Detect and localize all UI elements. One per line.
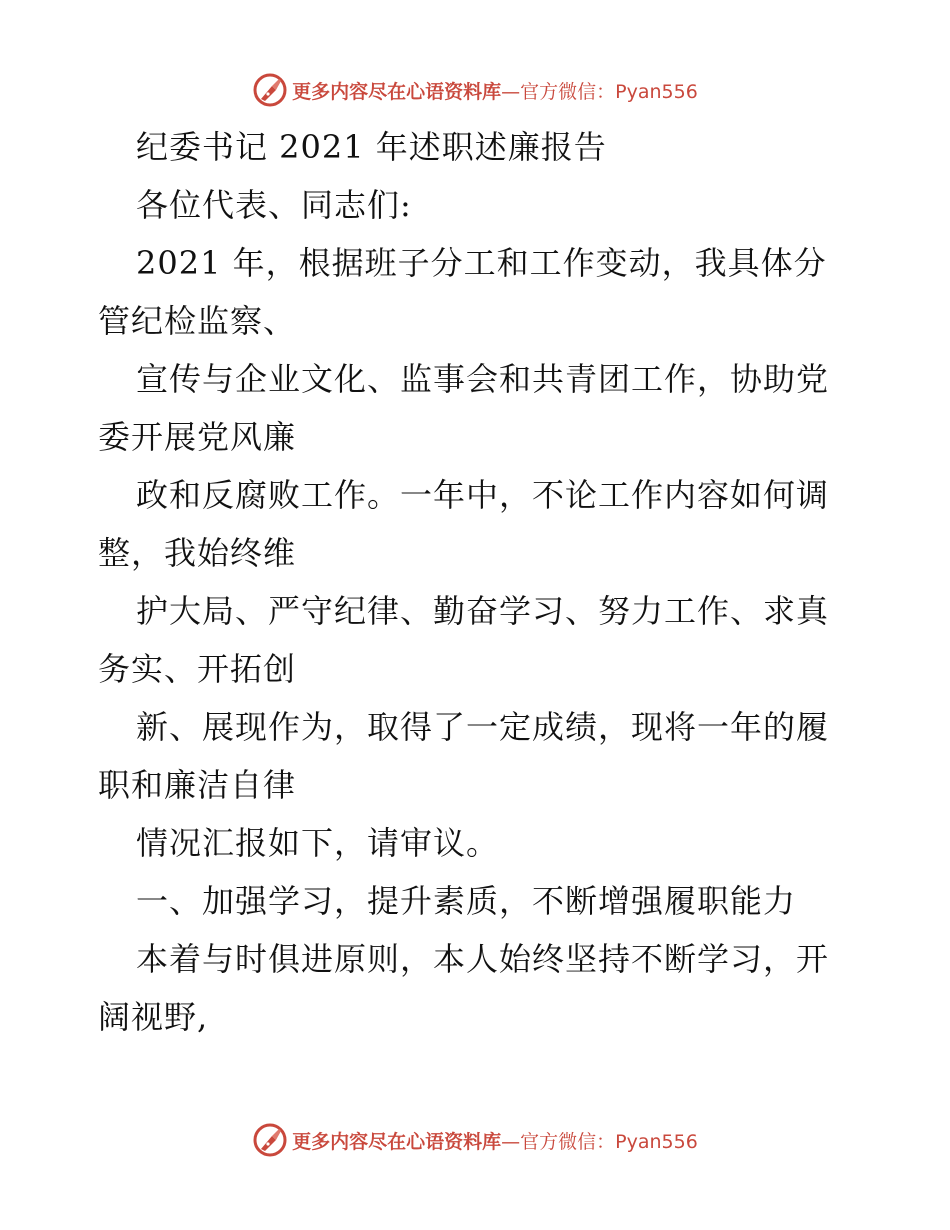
banner-site-text: 更多内容尽在心语资料库 <box>292 80 502 103</box>
doc-line: 政和反腐败工作。一年中，不论工作内容如何调 <box>136 476 830 514</box>
doc-line: 管纪检监察、 <box>98 302 297 340</box>
pen-nib-circle-icon <box>252 72 288 108</box>
doc-line: 本着与时俱进原则，本人始终坚持不断学习，开 <box>136 940 830 978</box>
banner-site-text: 更多内容尽在心语资料库 <box>292 1130 502 1153</box>
doc-line: 务实、开拓创 <box>98 650 297 688</box>
doc-line: 新、展现作为，取得了一定成绩，现将一年的履 <box>136 708 830 746</box>
document-body <box>98 118 858 1046</box>
footer-banner <box>0 1120 950 1160</box>
banner-separator: — <box>501 1130 521 1153</box>
doc-line: 委开展党风廉 <box>98 418 297 456</box>
doc-line: 2021 年，根据班子分工和工作变动，我具体分 <box>136 244 827 282</box>
doc-line: 护大局、严守纪律、勤奋学习、努力工作、求真 <box>136 592 830 630</box>
doc-line: 整，我始终维 <box>98 534 297 572</box>
pen-nib-circle-icon <box>252 1122 288 1158</box>
banner-wechat-text: 官方微信：Pyan556 <box>520 80 698 103</box>
doc-line: 情况汇报如下，请审议。 <box>136 824 500 862</box>
header-banner <box>0 70 950 110</box>
banner-text <box>292 77 698 104</box>
doc-salutation: 各位代表、同志们: <box>136 186 412 224</box>
doc-title: 纪委书记 2021 年述职述廉报告 <box>136 128 607 166</box>
doc-line: 职和廉洁自律 <box>98 766 297 804</box>
section-heading: 一、加强学习，提升素质，不断增强履职能力 <box>136 882 797 920</box>
doc-line: 阔视野, <box>98 998 209 1036</box>
banner-wechat-text: 官方微信：Pyan556 <box>520 1130 698 1153</box>
banner-separator: — <box>501 80 521 103</box>
banner-text <box>292 1127 698 1154</box>
doc-line: 宣传与企业文化、监事会和共青团工作，协助党 <box>136 360 830 398</box>
